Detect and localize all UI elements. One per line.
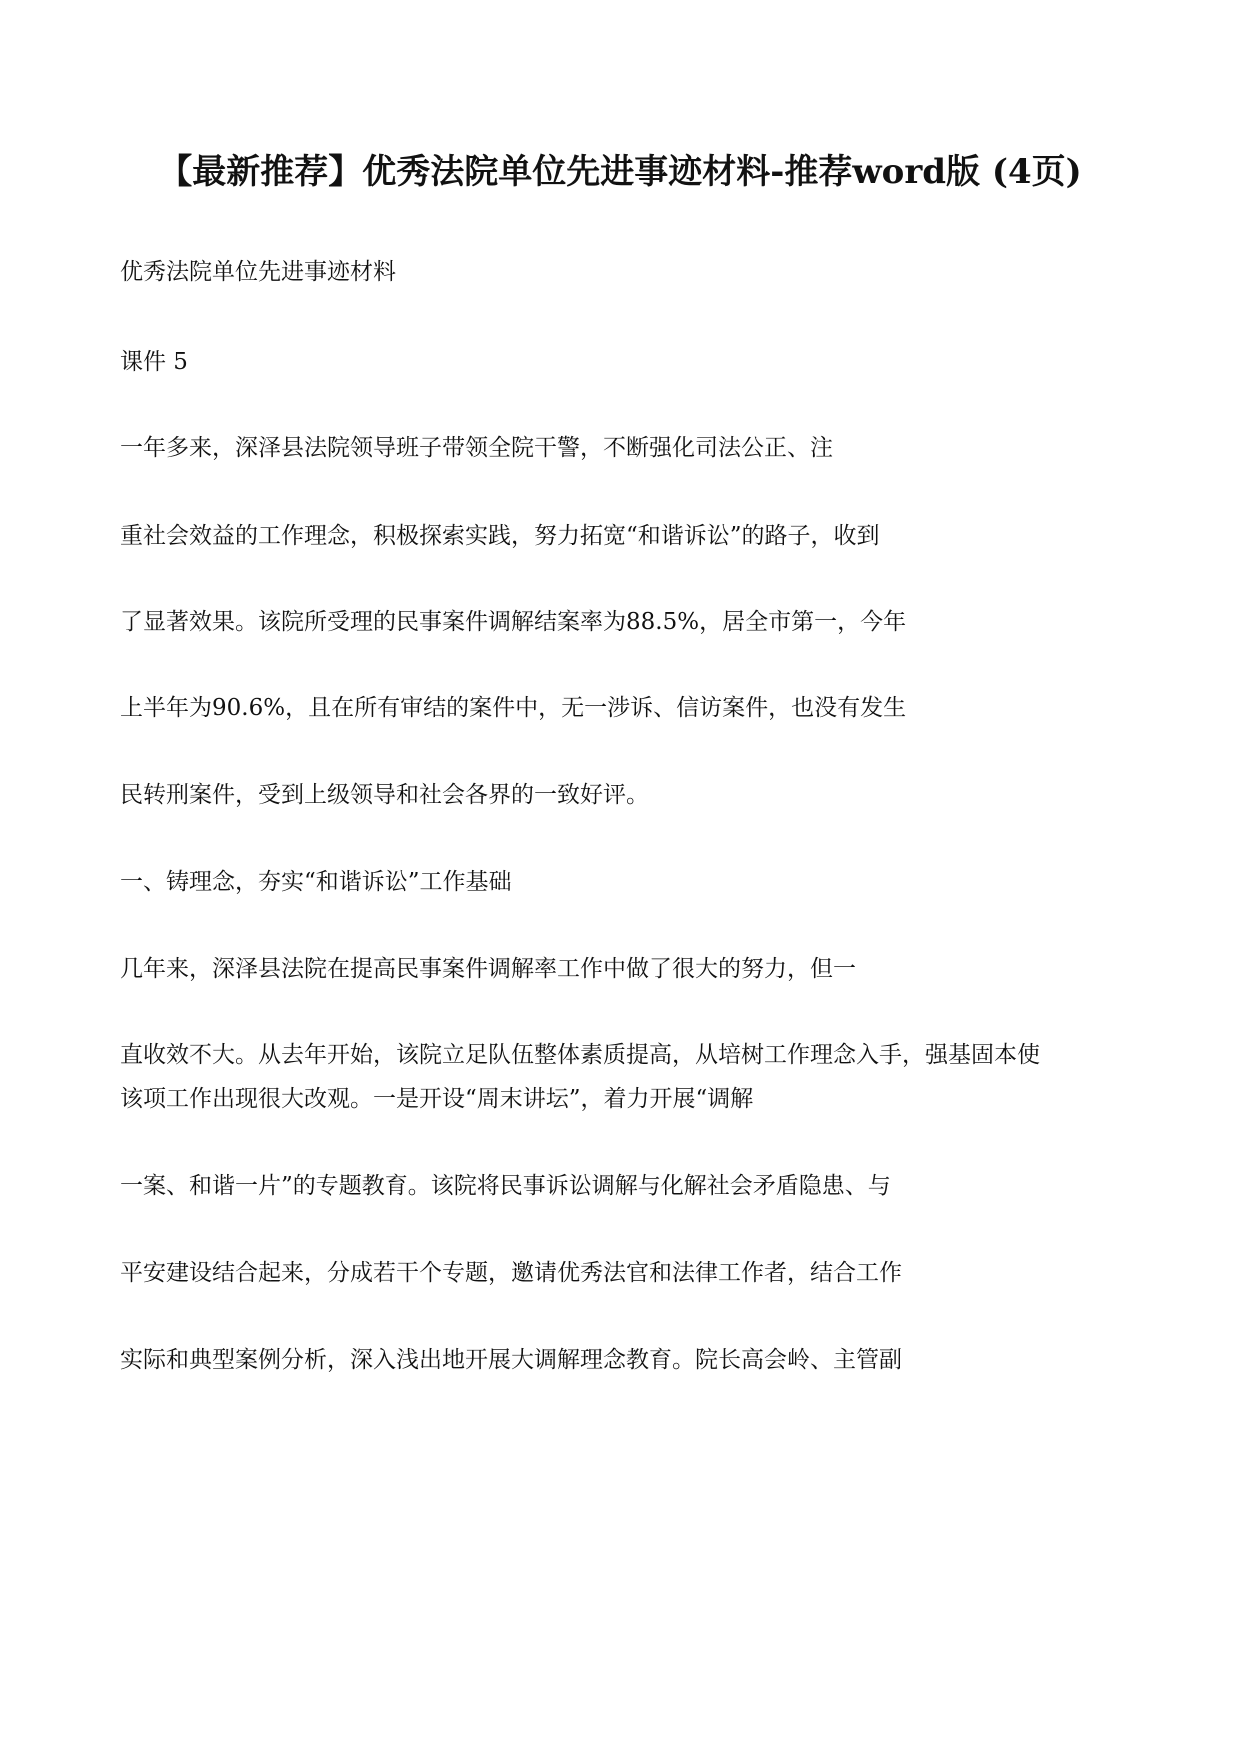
paragraph-line: 了显著效果。该院所受理的民事案件调解结案率为88.5%，居全市第一，今年: [120, 609, 907, 635]
section-heading: 一、铸理念，夯实“和谐诉讼”工作基础: [120, 869, 512, 895]
paragraph-line: 几年来，深泽县法院在提高民事案件调解率工作中做了很大的努力，但一: [120, 956, 856, 982]
document-title: 【最新推荐】优秀法院单位先进事迹材料-推荐word版 (4页): [158, 152, 1082, 192]
paragraph-line: 一案、和谐一片”的专题教育。该院将民事诉讼调解与化解社会矛盾隐患、与: [120, 1173, 891, 1199]
courseware-line: 课件 5: [120, 349, 188, 375]
paragraph-line: 该项工作出现很大改观。一是开设“周末讲坛”，着力开展“调解: [120, 1086, 754, 1112]
paragraph-line: 实际和典型案例分析，深入浅出地开展大调解理念教育。院长高会岭、主管副: [120, 1347, 902, 1373]
paragraph-line: 平安建设结合起来，分成若干个专题，邀请优秀法官和法律工作者，结合工作: [120, 1260, 902, 1286]
paragraph-line: 一年多来，深泽县法院领导班子带领全院干警，不断强化司法公正、注: [120, 435, 833, 461]
paragraph-line: 重社会效益的工作理念，积极探索实践，努力拓宽“和谐诉讼”的路子，收到: [120, 523, 880, 549]
paragraph-line: 上半年为90.6%，且在所有审结的案件中，无一涉诉、信访案件，也没有发生: [120, 695, 907, 721]
subtitle-line: 优秀法院单位先进事迹材料: [120, 259, 396, 285]
paragraph-line: 直收效不大。从去年开始，该院立足队伍整体素质提高，从培树工作理念入手，强基固本使: [120, 1042, 1040, 1068]
paragraph-line: 民转刑案件，受到上级领导和社会各界的一致好评。: [120, 782, 649, 808]
